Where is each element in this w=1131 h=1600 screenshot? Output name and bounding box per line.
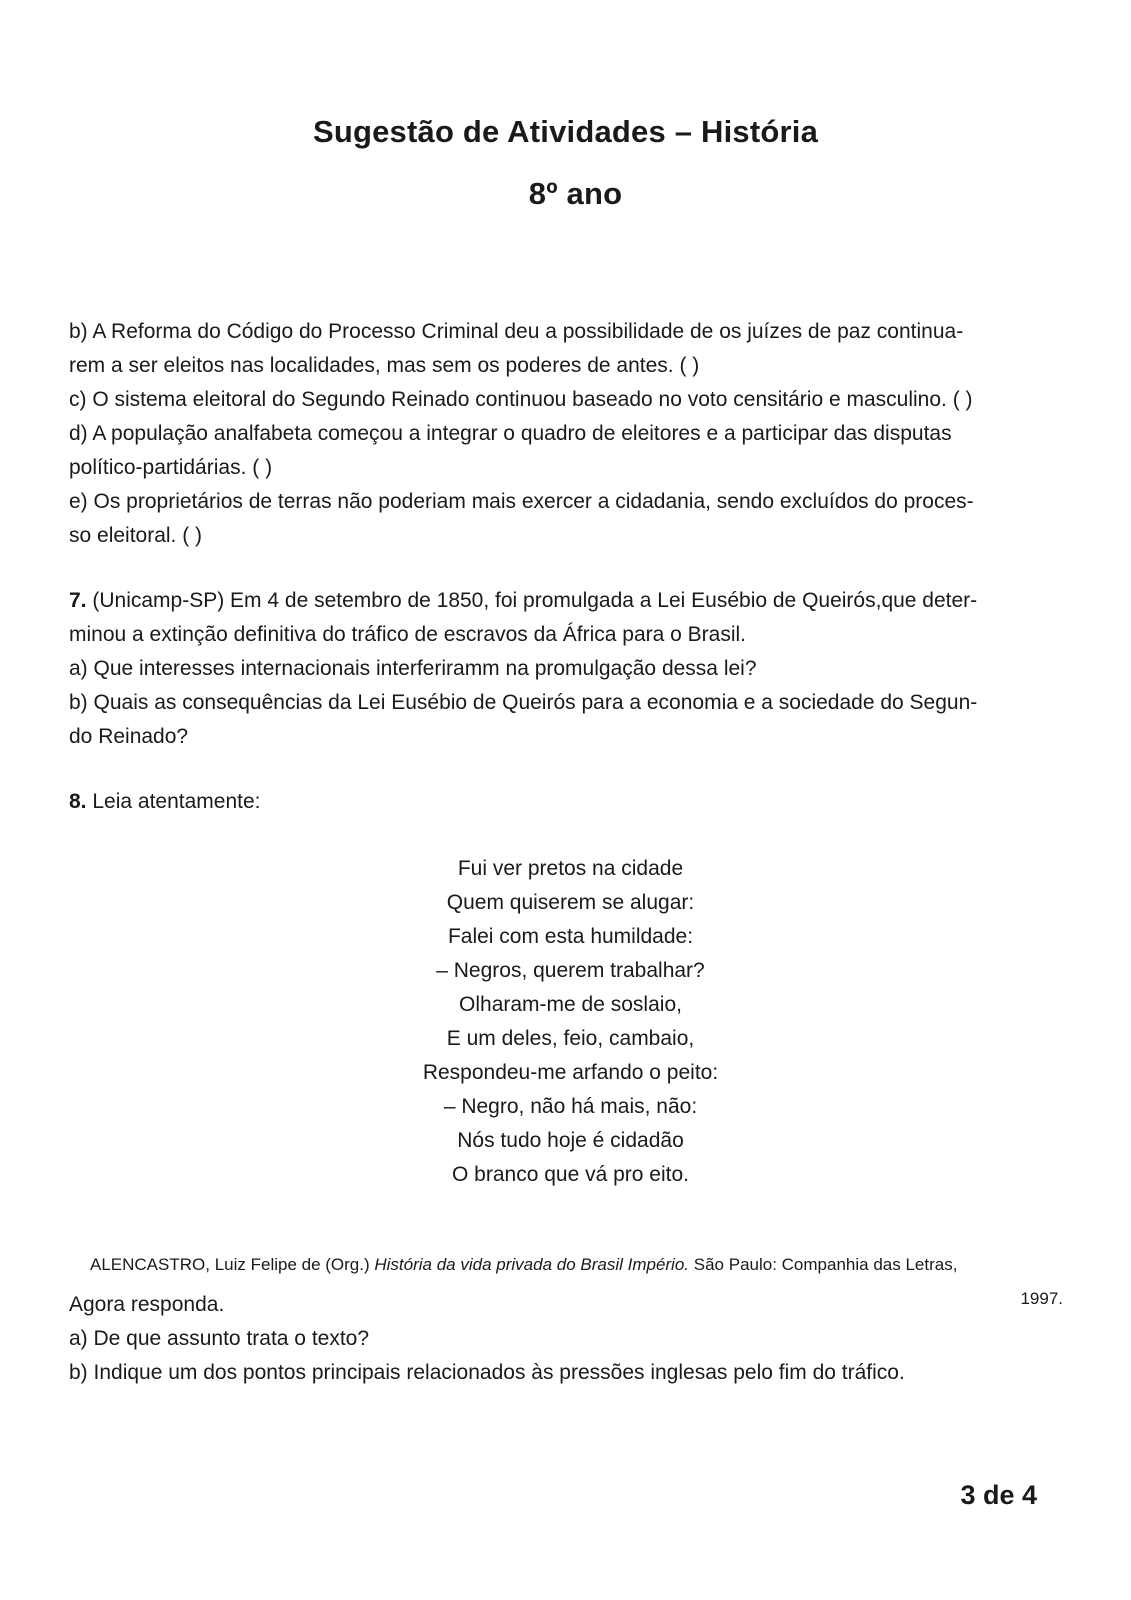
text-line: c) O sistema eleitoral do Segundo Reinado continuou baseado no voto censitário e masculino. ( ) (69, 388, 973, 411)
text-line: político-partidárias. ( ) (69, 456, 273, 479)
question-8-answers (69, 1288, 1069, 1390)
text-line: do Reinado? (69, 725, 189, 748)
text-line: a) Que interesses internacionais interferiramm na promulgação dessa lei? (69, 657, 757, 680)
page-title: Sugestão de Atividades – História (312, 114, 819, 149)
citation-year: 1997. (1020, 1289, 1063, 1308)
question-number: 8. (69, 790, 87, 813)
text-line: e) Os proprietários de terras não poderiam mais exercer a cidadania, sendo excluídos do proces- (69, 490, 974, 513)
grade-label: 8º ano (528, 176, 623, 211)
question-8-intro (69, 785, 1069, 819)
text-line: minou a extinção definitiva do tráfico de escravos da África para o Brasil. (69, 623, 747, 646)
text-line: Agora responda. (69, 1293, 225, 1316)
text-line: rem a ser eleitos nas localidades, mas sem os poderes de antes. ( ) (69, 354, 700, 377)
poem (0, 852, 1131, 1192)
poem-line: Nós tudo hoje é cidadão (457, 1129, 684, 1152)
poem-line: – Negros, querem trabalhar? (436, 959, 705, 982)
poem-line: E um deles, feio, cambaio, (446, 1027, 695, 1050)
poem-line: Falei com esta humildade: (447, 925, 694, 948)
text-line: d) A população analfabeta começou a integrar o quadro de eleitores e a participar das disputas (69, 422, 952, 445)
text-segment: (Unicamp-SP) Em 4 de setembro de 1850, foi promulgada a Lei Eusébio de Queirós,que deter- (86, 589, 978, 612)
citation-author: ALENCASTRO, Luiz Felipe de (Org.) (90, 1255, 375, 1274)
question-7 (69, 584, 1069, 754)
text-line: so eleitoral. ( ) (69, 524, 203, 547)
poem-line: – Negro, não há mais, não: (443, 1095, 698, 1118)
question-7-first-line (69, 584, 1069, 618)
poem-line: Olharam-me de soslaio, (459, 993, 682, 1016)
text-line: b) Quais as consequências da Lei Eusébio de Queirós para a economia e a sociedade do Segun- (69, 691, 978, 714)
poem-line: Fui ver pretos na cidade (457, 857, 684, 880)
question-6-items (69, 315, 1069, 553)
citation-work: História da vida privada do Brasil Império. (374, 1255, 690, 1274)
citation-line (90, 1248, 1063, 1282)
poem-line: Quem quiserem se alugar: (446, 891, 695, 914)
question-8-first-line (69, 785, 1069, 819)
text-line: b) A Reforma do Código do Processo Criminal deu a possibilidade de os juízes de paz continua- (69, 320, 964, 343)
question-number: 7. (69, 589, 87, 612)
text-segment: Leia atentamente: (86, 790, 261, 813)
poem-line: O branco que vá pro eito. (452, 1163, 689, 1186)
page-number: 3 de 4 (960, 1480, 1037, 1510)
text-line: a) De que assunto trata o texto? (69, 1327, 370, 1350)
citation-publisher: São Paulo: Companhia das Letras, (689, 1255, 958, 1274)
text-line: b) Indique um dos pontos principais relacionados às pressões inglesas pelo fim do tráfico. (69, 1361, 905, 1384)
poem-line: Respondeu-me arfando o peito: (422, 1061, 719, 1084)
